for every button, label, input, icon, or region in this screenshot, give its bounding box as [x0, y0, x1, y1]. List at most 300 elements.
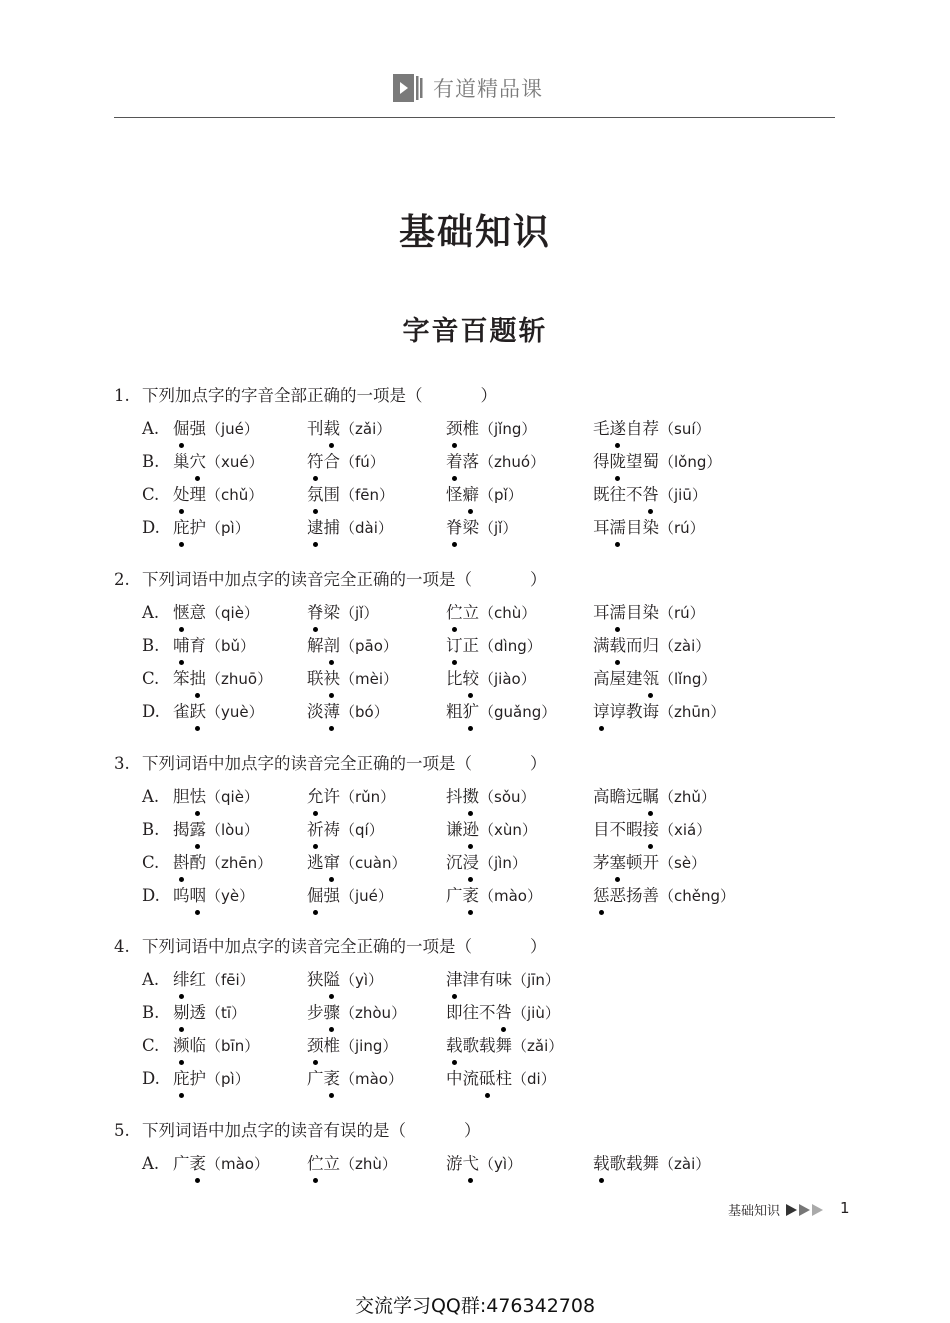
dotted-char: 较 — [463, 662, 480, 695]
word-item — [446, 662, 536, 696]
word-item — [307, 445, 385, 479]
pinyin: （rǔn） — [340, 788, 396, 806]
dotted-char: 怯 — [190, 780, 207, 813]
dotted-char: 跃 — [190, 695, 207, 728]
question-close-paren: ） — [530, 570, 547, 589]
dotted-char: 薄 — [324, 695, 341, 728]
word-char: 望 — [626, 452, 643, 471]
word-char: 善 — [642, 886, 659, 905]
pinyin: （zhuó） — [479, 453, 546, 471]
pinyin: （qiè） — [206, 604, 259, 622]
word-char: 染 — [642, 603, 659, 622]
word-char: 淡 — [307, 702, 324, 721]
word-char: 椎 — [462, 419, 479, 438]
dotted-char: 瞩 — [643, 780, 660, 813]
question-stem — [114, 747, 834, 780]
word-char: 强 — [323, 886, 340, 905]
pinyin: （sǒu） — [479, 788, 536, 806]
dotted-char: 处 — [173, 478, 190, 511]
option-row — [114, 963, 834, 996]
footer-section — [728, 1200, 828, 1219]
word-item — [593, 879, 735, 913]
dotted-char: 拙 — [190, 662, 207, 695]
option-row — [114, 996, 834, 1029]
option-label: B. — [142, 1003, 160, 1022]
word-char: 呜 — [173, 886, 190, 905]
word-item — [593, 412, 711, 446]
pinyin: （qiè） — [206, 788, 259, 806]
word-item — [593, 478, 707, 512]
pinyin: （zǎi） — [340, 420, 392, 438]
word-item — [307, 695, 389, 729]
word-item — [593, 1147, 710, 1181]
question-stem — [114, 930, 834, 963]
word-char: 流 — [462, 1069, 479, 1088]
pinyin: （qí） — [340, 821, 384, 839]
word-char: 抖 — [446, 787, 463, 806]
option-label: B. — [142, 636, 160, 655]
pinyin: （suí） — [659, 420, 711, 438]
pinyin: （yuè） — [206, 703, 264, 721]
qq-group-note: 交流学习QQ群:476342708 — [354, 1295, 596, 1317]
word-char: 护 — [189, 518, 206, 537]
dotted-char: 剖 — [324, 629, 341, 662]
option-label: A. — [142, 1154, 160, 1173]
word-item — [173, 511, 250, 545]
dotted-char: 符 — [307, 445, 324, 478]
page-title: 基础知识 — [398, 211, 551, 253]
question-stem — [114, 1114, 834, 1147]
option-label: D. — [142, 1069, 160, 1088]
word-item — [307, 846, 406, 880]
pinyin: （pì） — [206, 1070, 250, 1088]
word-char: 笨 — [173, 669, 190, 688]
word-item — [307, 813, 384, 847]
word-char: 目 — [626, 603, 643, 622]
dotted-char: 穴 — [190, 445, 207, 478]
word-char: 祷 — [323, 820, 340, 839]
word-char: 屋 — [609, 669, 626, 688]
word-char: 联 — [307, 669, 324, 688]
word-item — [173, 879, 254, 913]
option-row — [114, 629, 834, 662]
word-char: 围 — [323, 485, 340, 504]
pinyin: （jǐ） — [479, 519, 518, 537]
word-item — [307, 412, 391, 446]
word-char: 而 — [626, 636, 643, 655]
word-char: 暇 — [626, 820, 643, 839]
option-row — [114, 1147, 834, 1180]
word-char: 揭 — [173, 820, 190, 839]
word-char: 往 — [462, 1003, 479, 1022]
dotted-char: 绯 — [173, 963, 190, 996]
question-number: 2. — [114, 570, 130, 589]
word-item — [307, 780, 395, 814]
question-block — [114, 379, 834, 544]
dotted-char: 瓴 — [643, 662, 660, 695]
dotted-char: 伫 — [446, 596, 463, 629]
pinyin: （xiá） — [659, 821, 712, 839]
word-char: 梁 — [462, 518, 479, 537]
question-number: 3. — [114, 754, 130, 773]
word-item — [593, 813, 711, 847]
word-item — [173, 695, 264, 729]
word-item — [307, 596, 378, 630]
word-item — [446, 412, 536, 446]
word-item — [446, 445, 545, 479]
word-char: 粗 — [446, 702, 463, 721]
dotted-char: 氛 — [307, 478, 324, 511]
pinyin: （mào） — [340, 1070, 403, 1088]
pinyin: （sè） — [659, 854, 707, 872]
dotted-char: 咎 — [496, 996, 513, 1029]
question-block — [114, 1114, 834, 1180]
word-char: 蜀 — [642, 452, 659, 471]
word-char: 津 — [462, 970, 479, 989]
word-char: 不 — [609, 820, 626, 839]
option-label: A. — [142, 603, 160, 622]
word-item — [173, 996, 246, 1030]
word-item — [173, 846, 272, 880]
word-char: 立 — [323, 1154, 340, 1173]
word-item — [307, 478, 394, 512]
dotted-char: 惩 — [593, 879, 610, 912]
dotted-char: 浸 — [463, 846, 480, 879]
dotted-char: 颈 — [307, 1029, 324, 1062]
pinyin: （jiù） — [512, 1004, 560, 1022]
option-label: A. — [142, 787, 160, 806]
pinyin: （chù） — [479, 604, 537, 622]
word-item — [446, 996, 560, 1030]
word-char: 怪 — [446, 485, 463, 504]
word-char: 即 — [446, 1003, 463, 1022]
word-item — [446, 695, 556, 729]
video-play-icon — [393, 72, 425, 104]
question-block — [114, 563, 834, 728]
option-label: C. — [142, 669, 160, 688]
pinyin: （zǎi） — [512, 1037, 564, 1055]
word-char: 目 — [593, 820, 610, 839]
option-row — [114, 695, 834, 728]
word-item — [446, 780, 536, 814]
word-item — [593, 780, 716, 814]
word-char: 育 — [189, 636, 206, 655]
pinyin: （xué） — [206, 453, 264, 471]
word-char: 正 — [462, 636, 479, 655]
word-char: 谆 — [609, 702, 626, 721]
word-item — [593, 596, 705, 630]
dotted-char: 砥 — [479, 1062, 496, 1095]
word-char: 味 — [495, 970, 512, 989]
option-row — [114, 813, 834, 846]
question-text: 下列词语中加点字的读音完全正确的一项是（ — [142, 754, 472, 773]
word-item — [173, 596, 259, 630]
word-char: 建 — [626, 669, 643, 688]
pinyin: （dài） — [340, 519, 393, 537]
word-item — [446, 1062, 556, 1096]
word-char: 耳 — [593, 603, 610, 622]
word-char: 广 — [307, 1069, 324, 1088]
word-char: 酌 — [189, 853, 206, 872]
word-char: 解 — [307, 636, 324, 655]
dotted-char: 癖 — [463, 478, 480, 511]
word-char: 远 — [626, 787, 643, 806]
word-item — [307, 511, 393, 545]
word-char: 捕 — [323, 518, 340, 537]
pinyin: （jīn） — [512, 971, 560, 989]
word-char: 自 — [626, 419, 643, 438]
question-stem — [114, 379, 834, 412]
pinyin: （di） — [512, 1070, 556, 1088]
word-char: 柱 — [495, 1069, 512, 1088]
option-row — [114, 846, 834, 879]
pinyin: （pì） — [206, 519, 250, 537]
word-item — [307, 996, 406, 1030]
option-row — [114, 596, 834, 629]
word-char: 歌 — [609, 1154, 626, 1173]
word-char: 红 — [189, 970, 206, 989]
pinyin: （zhūn） — [659, 703, 726, 721]
word-char: 落 — [462, 452, 479, 471]
option-row — [114, 511, 834, 544]
question-text: 下列词语中加点字的读音完全正确的一项是（ — [142, 937, 472, 956]
word-char: 广 — [446, 886, 463, 905]
dotted-char: 着 — [446, 445, 463, 478]
word-char: 中 — [446, 1069, 463, 1088]
dotted-char: 斟 — [173, 846, 190, 879]
word-char: 游 — [446, 1154, 463, 1173]
word-item — [593, 695, 725, 729]
dotted-char: 擞 — [463, 780, 480, 813]
pinyin: （yì） — [479, 1155, 523, 1173]
word-char: 谦 — [446, 820, 463, 839]
pinyin: （jiū） — [659, 486, 707, 504]
dotted-char: 窜 — [324, 846, 341, 879]
dotted-char: 露 — [190, 813, 207, 846]
pinyin: （pǐ） — [479, 486, 523, 504]
word-char: 广 — [173, 1154, 190, 1173]
option-row — [114, 445, 834, 478]
word-item — [307, 662, 398, 696]
word-item — [593, 511, 705, 545]
dotted-char: 惬 — [173, 596, 190, 629]
pinyin: （mèi） — [340, 670, 399, 688]
option-row — [114, 879, 834, 912]
word-item — [446, 1147, 522, 1181]
word-char: 满 — [593, 636, 610, 655]
pinyin: （pāo） — [340, 637, 398, 655]
pinyin: （zài） — [659, 1155, 711, 1173]
word-char: 护 — [189, 1069, 206, 1088]
word-item — [307, 963, 383, 997]
question-close-paren: ） — [464, 1121, 481, 1140]
pinyin: （fēi） — [206, 971, 255, 989]
dotted-char: 弋 — [463, 1147, 480, 1180]
word-char: 既 — [593, 485, 610, 504]
pinyin: （tī） — [206, 1004, 247, 1022]
pinyin: （cuàn） — [340, 854, 407, 872]
option-label: B. — [142, 820, 160, 839]
pinyin: （jué） — [206, 420, 259, 438]
brand-header — [393, 72, 543, 104]
word-item — [173, 1029, 259, 1063]
dotted-char: 袤 — [190, 1147, 207, 1180]
word-item — [446, 629, 542, 663]
dotted-char: 隘 — [324, 963, 341, 996]
word-char: 高 — [593, 669, 610, 688]
option-label: A. — [142, 419, 160, 438]
option-row — [114, 1029, 834, 1062]
word-item — [446, 879, 542, 913]
word-char: 瞻 — [609, 787, 626, 806]
dotted-char: 咎 — [643, 478, 660, 511]
word-item — [446, 813, 537, 847]
dotted-char: 祈 — [307, 813, 324, 846]
dotted-char: 载 — [610, 629, 627, 662]
word-char: 沉 — [446, 853, 463, 872]
word-char: 巢 — [173, 452, 190, 471]
chevron-arrows-icon — [786, 1204, 828, 1216]
pinyin: （lòu） — [206, 821, 259, 839]
dotted-char: 载 — [446, 1029, 463, 1062]
section-title: 字音百题斩 — [402, 316, 548, 347]
option-row — [114, 780, 834, 813]
word-item — [307, 1029, 397, 1063]
question-close-paren: ） — [530, 754, 547, 773]
option-row — [114, 412, 834, 445]
pinyin: （mào） — [206, 1155, 269, 1173]
pinyin: （bīn） — [206, 1037, 260, 1055]
pinyin: （jiào） — [479, 670, 536, 688]
word-char: 往 — [609, 485, 626, 504]
word-char: 载 — [479, 1036, 496, 1055]
word-char: 舞 — [495, 1036, 512, 1055]
word-char: 椎 — [323, 1036, 340, 1055]
word-item — [446, 478, 523, 512]
dotted-char: 犷 — [463, 695, 480, 728]
word-char: 茅 — [593, 853, 610, 872]
word-char: 教 — [626, 702, 643, 721]
word-char: 狭 — [307, 970, 324, 989]
word-char: 恶 — [609, 886, 626, 905]
word-char: 高 — [593, 787, 610, 806]
dotted-char: 骤 — [324, 996, 341, 1029]
word-char: 得 — [593, 452, 610, 471]
pinyin: （zhù） — [340, 1155, 397, 1173]
question-number: 4. — [114, 937, 130, 956]
word-char: 逃 — [307, 853, 324, 872]
dotted-char: 袂 — [324, 662, 341, 695]
dotted-char: 陇 — [610, 445, 627, 478]
dotted-char: 谆 — [593, 695, 610, 728]
word-char: 荐 — [642, 419, 659, 438]
dotted-char: 哺 — [173, 629, 190, 662]
word-item — [446, 511, 517, 545]
dotted-char: 接 — [643, 813, 660, 846]
dotted-char: 伫 — [307, 1147, 324, 1180]
option-label: D. — [142, 886, 160, 905]
pinyin: （zhòu） — [340, 1004, 407, 1022]
dotted-char: 载 — [324, 412, 341, 445]
word-char: 不 — [626, 485, 643, 504]
pinyin: （xùn） — [479, 821, 537, 839]
dotted-char: 遂 — [610, 412, 627, 445]
word-char: 立 — [462, 603, 479, 622]
word-item — [446, 963, 560, 997]
word-char: 染 — [642, 518, 659, 537]
option-label: D. — [142, 518, 160, 537]
word-item — [593, 846, 706, 880]
word-item — [173, 813, 259, 847]
word-item — [446, 846, 527, 880]
word-item — [307, 1147, 397, 1181]
dotted-char: 脊 — [446, 511, 463, 544]
dotted-char: 倔 — [173, 412, 190, 445]
option-row — [114, 662, 834, 695]
word-char: 比 — [446, 669, 463, 688]
question-number: 5. — [114, 1121, 130, 1140]
question-text: 下列词语中加点字的读音有误的是（ — [142, 1121, 406, 1140]
dotted-char: 濡 — [610, 596, 627, 629]
pinyin: （yè） — [206, 887, 255, 905]
pinyin: （mào） — [479, 887, 542, 905]
question-block — [114, 930, 834, 1095]
question-close-paren: ） — [480, 386, 497, 405]
word-item — [307, 879, 393, 913]
word-char: 刊 — [307, 419, 324, 438]
word-char: 舞 — [642, 1154, 659, 1173]
dotted-char: 逮 — [307, 511, 324, 544]
pinyin: （jǐ） — [340, 604, 379, 622]
word-char: 合 — [323, 452, 340, 471]
word-char: 载 — [626, 1154, 643, 1173]
question-text: 下列词语中加点字的读音完全正确的一项是（ — [142, 570, 472, 589]
pinyin: （jué） — [340, 887, 393, 905]
word-char: 归 — [642, 636, 659, 655]
question-text: 下列加点字的字音全部正确的一项是（ — [142, 386, 423, 405]
pinyin: （bǔ） — [206, 637, 256, 655]
word-item — [446, 596, 536, 630]
word-item — [173, 963, 255, 997]
word-char: 诲 — [642, 702, 659, 721]
word-char: 理 — [189, 485, 206, 504]
word-item — [173, 445, 264, 479]
brand-name: 有道精品课 — [433, 77, 543, 101]
pinyin: （jǐng） — [479, 420, 537, 438]
word-char: 透 — [189, 1003, 206, 1022]
dotted-char: 袤 — [463, 879, 480, 912]
question-stem — [114, 563, 834, 596]
word-char: 顿 — [626, 853, 643, 872]
option-label: C. — [142, 853, 160, 872]
word-char: 许 — [323, 787, 340, 806]
word-char: 歌 — [462, 1036, 479, 1055]
word-char: 雀 — [173, 702, 190, 721]
option-label: D. — [142, 702, 160, 721]
option-label: B. — [142, 452, 160, 471]
word-char: 步 — [307, 1003, 324, 1022]
word-char: 耳 — [593, 518, 610, 537]
question-block — [114, 747, 834, 912]
word-item — [307, 1062, 403, 1096]
pinyin: （chǔ） — [206, 486, 264, 504]
pinyin: （rú） — [659, 519, 705, 537]
word-item — [173, 629, 255, 663]
option-row — [114, 1062, 834, 1095]
word-item — [593, 662, 716, 696]
word-item — [173, 412, 259, 446]
word-char: 临 — [189, 1036, 206, 1055]
